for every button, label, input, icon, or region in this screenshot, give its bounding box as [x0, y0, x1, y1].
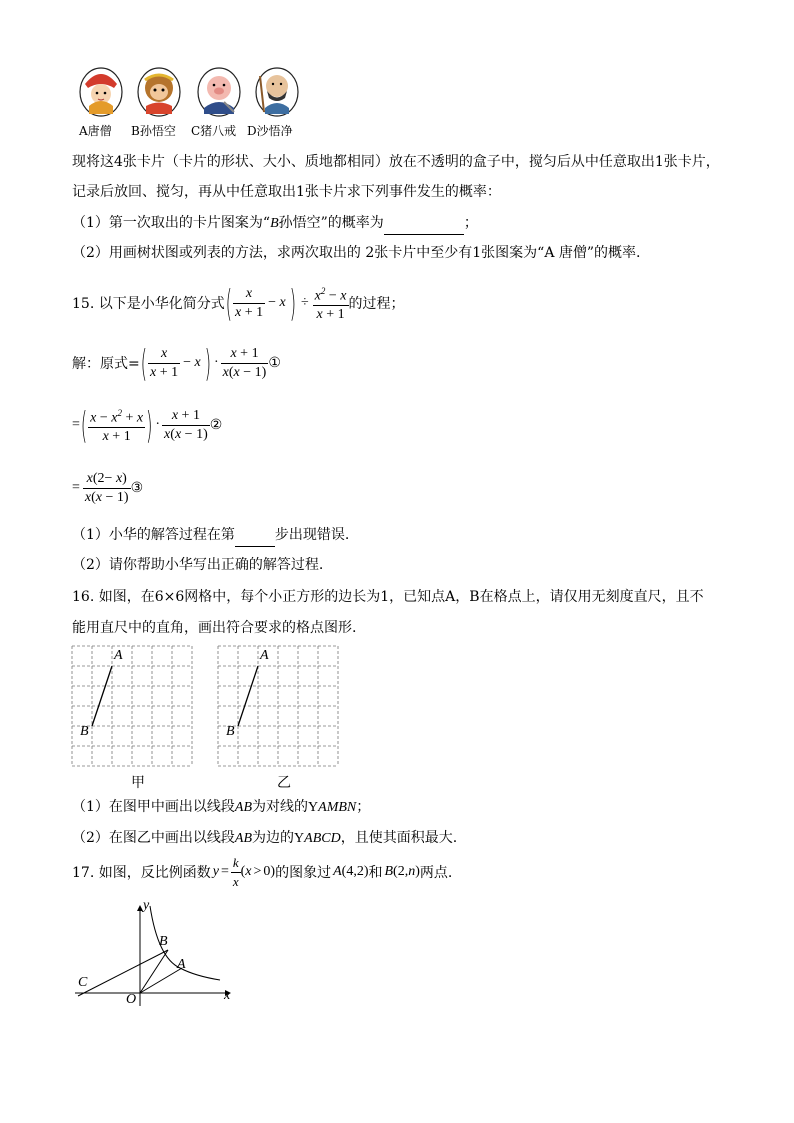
q15-part2: （2）请你帮助小华写出正确的解答过程. [72, 557, 324, 573]
q16-part1-shape: AMBN [318, 800, 357, 815]
q16-part2-text-e: ，且使其面积最大. [340, 830, 458, 846]
q16-part2-shape: ABCD [304, 831, 341, 846]
q14-part1 [72, 212, 478, 235]
q14-part2: （2）用画树状图或列表的方法，求两次取出的 2张卡片中至少有1张图案为“A 唐僧”的概率. [72, 245, 641, 261]
q17-stem: 17. 如图，反比例函数 y = $\frac{k}{x}$ ( x > 0 ) 的图象过 A (4,2) 和 B (2, n ) 两点. [72, 854, 453, 889]
q14-intro-line1: 现将这4张卡片（卡片的形状、大小、质地都相同）放在不透明的盒子中，搅匀后从中任意取出1张卡片， [72, 154, 720, 170]
segment-oa [140, 968, 182, 993]
q14-intro-line2: 记录后放回、搅匀，再从中任意取出1张卡片求下列事件发生的概率： [72, 184, 501, 200]
q16-part2-segment: AB [234, 831, 253, 846]
label-a: A [177, 957, 186, 972]
card-label-c: C猪八戒 [191, 124, 237, 138]
card-label-a: A唐僧 [79, 124, 112, 138]
tang-seng-card-icon [80, 68, 122, 116]
card-label-d: D沙悟净 [247, 124, 293, 138]
q15-stem-fraction-2: $\frac{x^2 - x}{x + 1}$ [313, 282, 349, 325]
zhu-bajie-card-icon [198, 68, 240, 116]
q15-stem: 15. 以下是小华化简分式 ( $\frac{x}{x + 1}$ − x ) ÷ $\frac{x^2 - x}{x + 1}$ 的过程； [72, 281, 405, 325]
grid-yi-point-a: A [260, 648, 269, 663]
label-o: O [126, 992, 137, 1007]
character-cards-illustration [76, 66, 308, 118]
q17-graph [70, 898, 240, 1010]
q16-part2-text-c: 为边的 [252, 830, 295, 846]
q15-part1-text-b: 步出现错误. [274, 527, 350, 543]
q16-line1: 16. 如图，在6×6网格中，每个小正方形的边长为1，已知点A，B在格点上，请仅用无刻度直尺，且不 [72, 589, 704, 605]
q15-part1 [72, 524, 349, 547]
q17-stem-text-b: 的图象过 [275, 865, 332, 881]
q14-part1-text-c: 孙悟空”的概率为 [278, 215, 384, 231]
segment-ab-jia [92, 666, 112, 726]
grid-yi-point-b: B [226, 724, 235, 739]
q15-stem-prefix: 15. 以下是小华化简分式 [72, 296, 225, 312]
segment-ob [140, 950, 168, 993]
q15-marker-2: ② [209, 417, 223, 433]
q16-part1-segment: AB [234, 800, 253, 815]
q16-part1-text-e: ； [356, 799, 371, 815]
q16-part1-text-c: 为对线的 [252, 799, 309, 815]
grid-jia-caption: 甲 [131, 775, 145, 791]
q14-part1-text-a: （1）第一次取出的卡片图案为“ [72, 215, 271, 231]
card-label-b: B孙悟空 [131, 124, 176, 138]
q16-part1-text-a: （1）在图甲中画出以线段 [72, 799, 235, 815]
q16-line2: 能用直尺中的直角，画出符合要求的格点图形. [72, 620, 357, 636]
q16-part2-text-a: （2）在图乙中画出以线段 [72, 830, 235, 846]
q16-part1 [72, 796, 370, 819]
q15-step1: 解：原式= ( $\frac{x}{x + 1}$ − x ) · $\frac{x + 1}{x(x - 1)}$ ① [72, 341, 281, 385]
parallelogram-icon: Y [308, 800, 319, 815]
q15-solution-label: 解：原式= [72, 356, 140, 372]
grid-jia-point-b: B [80, 724, 89, 739]
line-cb [78, 950, 168, 996]
q15-part1-text-a: （1）小华的解答过程在第 [72, 527, 235, 543]
q17-stem-text-a: 17. 如图，反比例函数 [72, 865, 211, 881]
label-y: y [143, 898, 150, 913]
q15-marker-1: ① [268, 355, 281, 371]
q16-part2 [72, 827, 457, 850]
grid-jia-point-a: A [114, 648, 123, 663]
q14-part1-semicolon: ； [463, 215, 478, 231]
q15-step3: = $\frac{x(2- x)}{x(x - 1)}$ ③ [72, 470, 144, 505]
grid-yi-caption: 乙 [277, 775, 291, 791]
label-c: C [78, 975, 88, 990]
q14-answer-blank[interactable] [384, 212, 464, 235]
segment-ab-yi [238, 666, 258, 726]
grid-yi [216, 644, 341, 768]
q15-step2: = ( $\frac{x - x^2 + x}{x + 1}$ ) · $\frac{x + 1}{x(x - 1)}$ ② [72, 403, 223, 447]
sha-wujing-card-icon [256, 68, 298, 116]
parallelogram-icon: Y [294, 831, 305, 846]
q17-stem-text-c: 和 [368, 865, 383, 881]
q15-stem-fraction-1: $\frac{x}{x + 1}$ [234, 285, 264, 320]
q15-stem-suffix: 的过程； [348, 296, 405, 312]
grid-jia [70, 644, 195, 768]
q17-stem-text-d: 两点. [419, 865, 453, 881]
label-b: B [159, 934, 168, 949]
q15-marker-3: ③ [130, 480, 144, 496]
q15-answer-blank[interactable] [235, 524, 275, 547]
sun-wukong-card-icon [138, 68, 180, 116]
q14-part1-letter: B [270, 216, 279, 231]
label-x: x [224, 988, 231, 1003]
